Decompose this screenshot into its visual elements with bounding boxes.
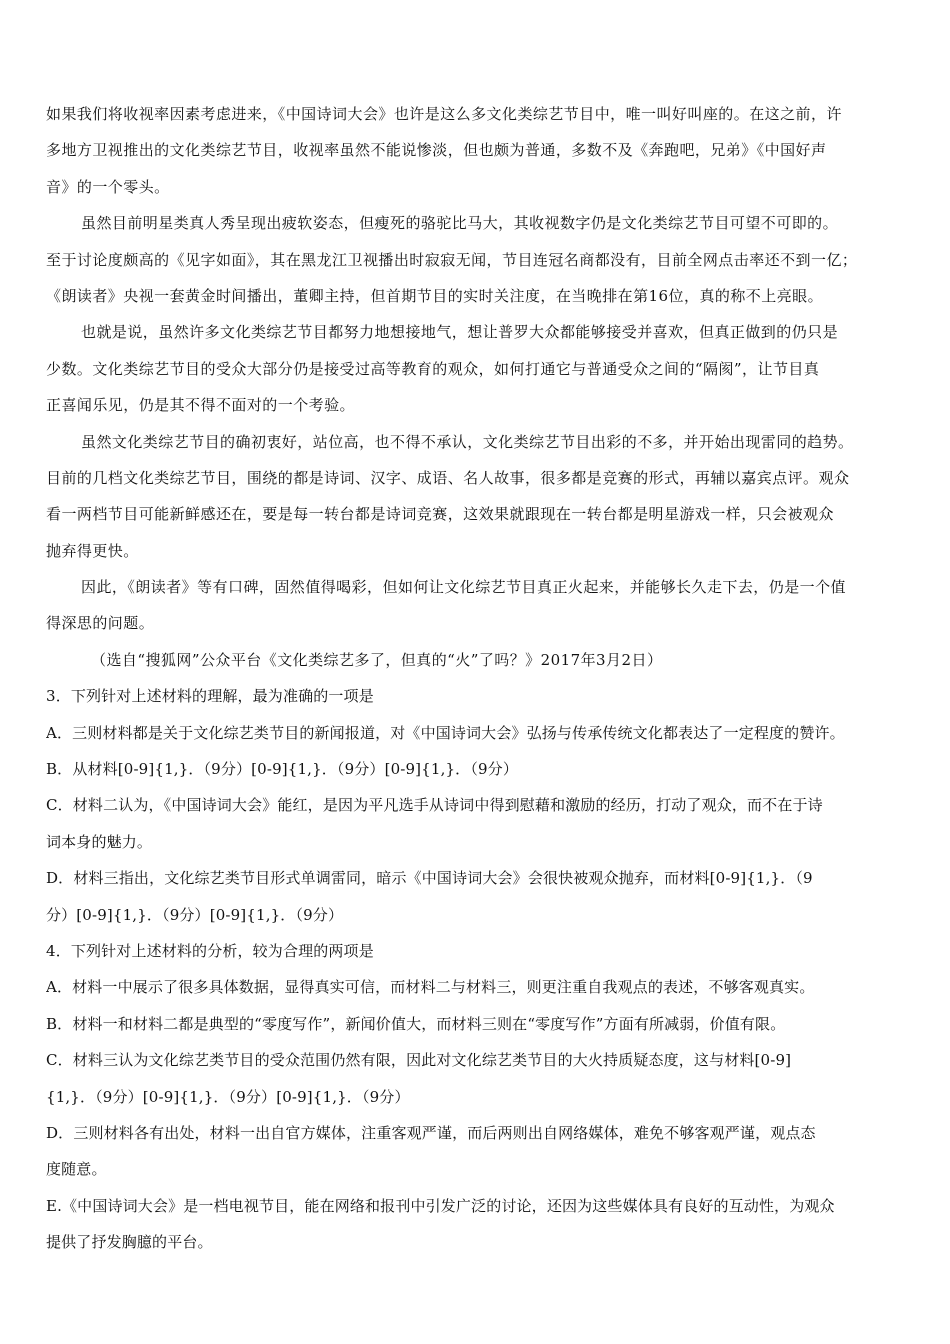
question-3-option-d: D．材料三指出，文化综艺类节目形式单调雷同，暗示《中国诗词大会》会很快被观众抛弃，而材料[0-9]{1,}．（9 bbox=[46, 869, 813, 888]
passage-line: 虽然目前明星类真人秀呈现出疲软姿态，但瘦死的骆驼比马大，其收视数字仍是文化类综艺节目可望不可即的。 bbox=[81, 214, 839, 233]
question-4-option-b: B．材料一和材料二都是典型的“零度写作”，新闻价值大，而材料三则在“零度写作”方面有所减弱，价值有限。 bbox=[46, 1014, 786, 1033]
question-4-option-a: A．材料一中展示了很多具体数据，显得真实可信，而材料二与材料三，则更注重自我观点的表述，不够客观真实。 bbox=[46, 978, 815, 997]
question-3-option-c-cont: 词本身的魅力。 bbox=[46, 832, 153, 851]
reading-passage bbox=[46, 96, 908, 1261]
question-3-option-a: A．三则材料都是关于文化综艺类节目的新闻报道，对《中国诗词大会》弘扬与传承传统文化都表达了一定程度的赞许。 bbox=[46, 723, 845, 742]
passage-line: 看一两档节目可能新鲜感还在，要是每一转台都是诗词竞赛，这效果就跟现在一转台都是明星游戏一样，只会被观众 bbox=[46, 505, 834, 524]
passage-line: 多地方卫视推出的文化类综艺节目，收视率虽然不能说惨淡，但也颇为普通，多数不及《奔跑吧，兄弟》《中国好声 bbox=[46, 141, 827, 160]
passage-line: 目前的几档文化类综艺节目，围绕的都是诗词、汉字、成语、名人故事，很多都是竞赛的形式，再辅以嘉宾点评。观众 bbox=[46, 468, 850, 487]
question-4-option-d: D．三则材料各有出处，材料一出自官方媒体，注重客观严谨，而后两则出自网络媒体，难免不够客观严谨，观点态 bbox=[46, 1123, 816, 1142]
passage-line: 因此，《朗读者》等有口碑，固然值得喝彩，但如何让文化综艺节目真正火起来，并能够长久走下去，仍是一个值 bbox=[81, 578, 847, 597]
passage-line: 抛弃得更快。 bbox=[46, 541, 139, 560]
question-4-stem: 4．下列针对上述材料的分析，较为合理的两项是 bbox=[46, 941, 374, 960]
passage-line: 《朗读者》央视一套黄金时间播出，董卿主持，但首期节目的实时关注度，在当晚排在第16位，真的称不上亮眼。 bbox=[46, 286, 824, 305]
passage-line: 如果我们将收视率因素考虑进来，《中国诗词大会》也许是这么多文化类综艺节目中，唯一叫好叫座的。在这之前，许 bbox=[46, 105, 842, 123]
question-4-option-e-cont: 提供了抒发胸臆的平台。 bbox=[46, 1233, 213, 1252]
question-4-option-e: E.《中国诗词大会》是一档电视节目，能在网络和报刊中引发广泛的讨论，还因为这些媒体具有良好的互动性，为观众 bbox=[46, 1196, 835, 1215]
passage-line: 至于讨论度颇高的《见字如面》，其在黑龙江卫视播出时寂寂无闻，节目连冠名商都没有，目前全网点击率还不到一亿； bbox=[46, 250, 858, 269]
question-4-option-d-cont: 度随意。 bbox=[46, 1160, 107, 1179]
passage-line: 音》的一个零头。 bbox=[46, 177, 170, 196]
question-3-option-d-cont: 分）[0-9]{1,}．（9分）[0-9]{1,}．（9分） bbox=[46, 905, 344, 924]
question-3-stem: 3．下列针对上述材料的理解，最为准确的一项是 bbox=[46, 687, 374, 706]
passage-line: 得深思的问题。 bbox=[46, 614, 155, 633]
question-3-option-c: C．材料二认为，《中国诗词大会》能红，是因为平凡选手从诗词中得到慰藉和激励的经历，打动了观众，而不在于诗 bbox=[46, 796, 823, 815]
question-4-option-c-cont: {1,}．（9分）[0-9]{1,}．（9分）[0-9]{1,}．（9分） bbox=[46, 1087, 410, 1106]
passage-line: 虽然文化类综艺节目的确初衷好，站位高，也不得不承认，文化类综艺节目出彩的不多，并开始出现雷同的趋势。 bbox=[81, 432, 854, 451]
passage-source: （选自“搜狐网”公众平台《文化类综艺多了，但真的“火”了吗？》2017年3月2日） bbox=[91, 650, 663, 669]
passage-line: 也就是说，虽然许多文化类综艺节目都努力地想接地气，想让普罗大众都能够接受并喜欢，但真正做到的仍只是 bbox=[81, 323, 839, 342]
question-3-option-b: B．从材料[0-9]{1,}．（9分）[0-9]{1,}．（9分）[0-9]{1,}．（9分） bbox=[46, 760, 518, 779]
question-4-option-c: C．材料三认为文化综艺类节目的受众范围仍然有限，因此对文化综艺类节目的大火持质疑态度，这与材料[0-9] bbox=[46, 1051, 792, 1070]
passage-line: 正喜闻乐见，仍是其不得不面对的一个考验。 bbox=[46, 396, 356, 415]
passage-line: 少数。文化类综艺节目的受众大部分仍是接受过高等教育的观众，如何打通它与普通受众之间的“隔阂”，让节目真 bbox=[46, 359, 820, 378]
